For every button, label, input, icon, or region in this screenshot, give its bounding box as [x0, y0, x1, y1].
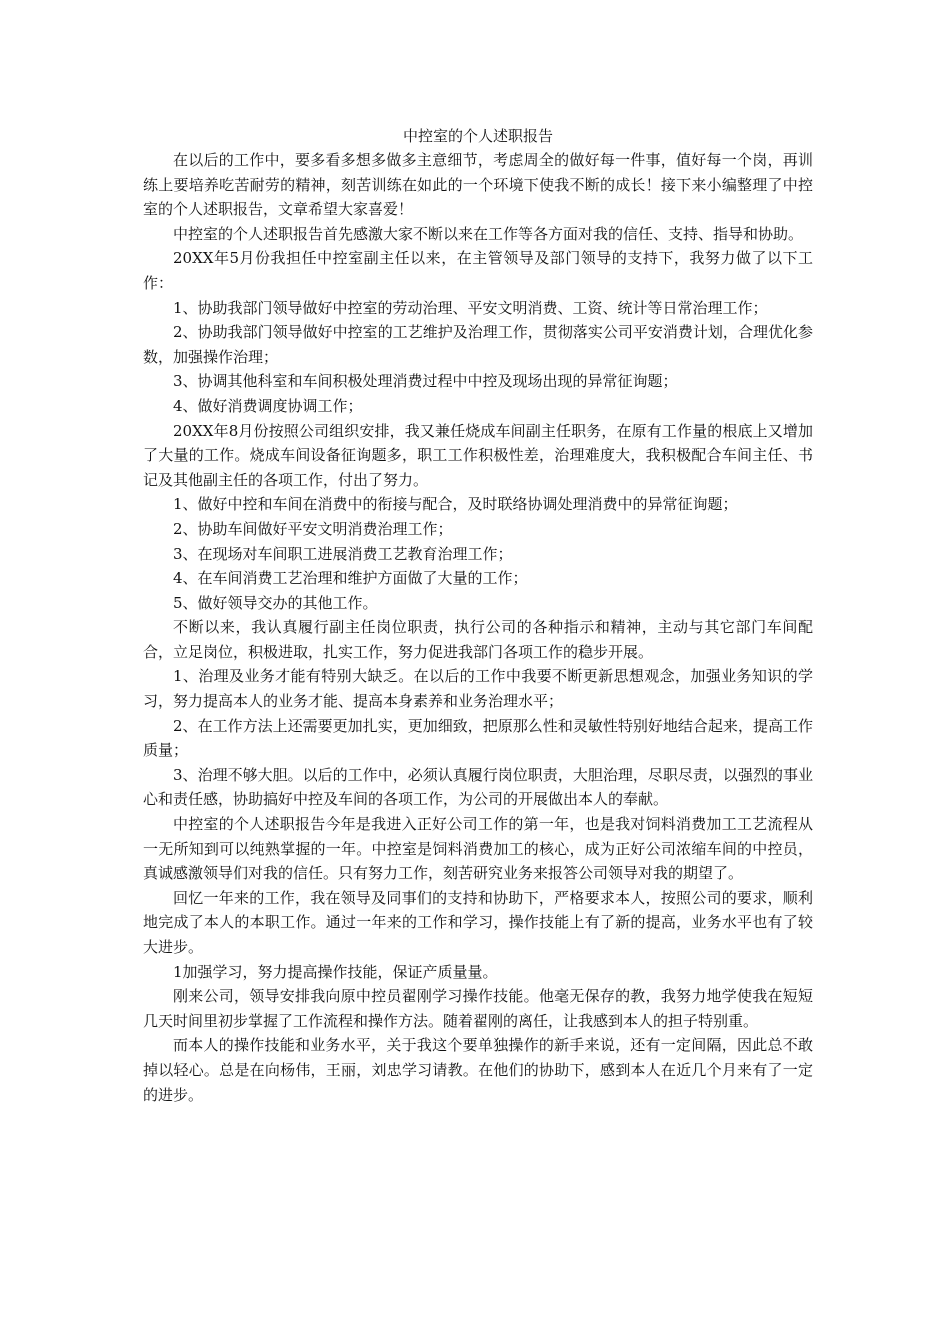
- list-item: 4、做好消费调度协调工作；: [173, 396, 363, 415]
- list-item: 1、做好中控和车间在消费中的衔接与配合，及时联络协调处理消费中的异常征询题；: [173, 495, 738, 514]
- document-page: [143, 124, 813, 1107]
- list-item: 2、在工作方法上还需要更加扎实，更加细致，把原那么性和灵敏性特别好地结合起来，提高工作质量；: [143, 716, 813, 760]
- paragraph: 而本人的操作技能和业务水平，关于我这个要单独操作的新手来说，还有一定间隔，因此总不敢掉以轻心。总是在向杨伟，王丽，刘忠学习请教。在他们的协助下，感到本人在近几个月来有了一定的进步。: [143, 1036, 813, 1104]
- list-item: 2、协助车间做好平安文明消费治理工作；: [173, 519, 453, 538]
- list-item: 3、在现场对车间职工进展消费工艺教育治理工作；: [173, 544, 513, 563]
- list-item: 3、协调其他科室和车间积极处理消费过程中中控及现场出现的异常征询题；: [173, 372, 678, 391]
- list-item: 5、做好领导交办的其他工作。: [173, 593, 378, 612]
- paragraph: 中控室的个人述职报告今年是我进入正好公司工作的第一年，也是我对饲料消费加工工艺流程从一无所知到可以纯熟掌握的一年。中控室是饲料消费加工的核心，成为正好公司浓缩车间的中控员，真诚感激领导们对我的信任。只有努力工作，刻苦研究业务来报答公司领导对我的期望了。: [143, 815, 813, 883]
- list-item: 2、协助我部门领导做好中控室的工艺维护及治理工作，贯彻落实公司平安消费计划，合理优化参数，加强操作治理；: [143, 323, 813, 366]
- list-item: 1、治理及业务才能有特别大缺乏。在以后的工作中我要不断更新思想观念，加强业务知识的学习，努力提高本人的业务才能、提高本身素养和业务治理水平；: [143, 667, 813, 711]
- document-title: 中控室的个人述职报告: [402, 127, 553, 145]
- paragraph: 20XX年5月份我担任中控室副主任以来，在主管领导及部门领导的支持下，我努力做了以下工作：: [143, 249, 813, 292]
- list-item: 3、治理不够大胆。以后的工作中，必须认真履行岗位职责，大胆治理，尽职尽责，以强烈的事业心和责任感，协助搞好中控及车间的各项工作，为公司的开展做出本人的奉献。: [143, 765, 813, 809]
- paragraph: 在以后的工作中，要多看多想多做多主意细节，考虑周全的做好每一件事，值好每一个岗，再训练上要培养吃苦耐劳的精神，刻苦训练在如此的一个环境下使我不断的成长！接下来小编整理了中控室的个人述职报告，文章希望大家喜爱！: [143, 151, 813, 219]
- paragraph: 中控室的个人述职报告首先感激大家不断以来在工作等各方面对我的信任、支持、指导和协助。: [173, 224, 804, 243]
- section-heading: 1加强学习，努力提高操作技能，保证产质量量。: [173, 962, 498, 981]
- paragraph: 20XX年8月份按照公司组织安排，我又兼任烧成车间副主任职务，在原有工作量的根底上又增加了大量的工作。烧成车间设备征询题多，职工工作积极性差，治理难度大，我积极配合车间主任、书记及其他副主任的各项工作，付出了努力。: [143, 421, 813, 489]
- list-item: 4、在车间消费工艺治理和维护方面做了大量的工作；: [173, 569, 528, 588]
- paragraph: 刚来公司，领导安排我向原中控员翟刚学习操作技能。他毫无保存的教，我努力地学使我在短短几天时间里初步掌握了工作流程和操作方法。随着翟刚的离任，让我感到本人的担子特别重。: [143, 987, 813, 1030]
- paragraph: 不断以来，我认真履行副主任岗位职责，执行公司的各种指示和精神，主动与其它部门车间配合，立足岗位，积极进取，扎实工作，努力促进我部门各项工作的稳步开展。: [143, 618, 813, 661]
- paragraph: 回忆一年来的工作，我在领导及同事们的支持和协助下，严格要求本人，按照公司的要求，顺利地完成了本人的本职工作。通过一年来的工作和学习，操作技能上有了新的提高，业务水平也有了较大进步。: [143, 888, 813, 956]
- list-item: 1、协助我部门领导做好中控室的劳动治理、平安文明消费、工资、统计等日常治理工作；: [173, 298, 768, 317]
